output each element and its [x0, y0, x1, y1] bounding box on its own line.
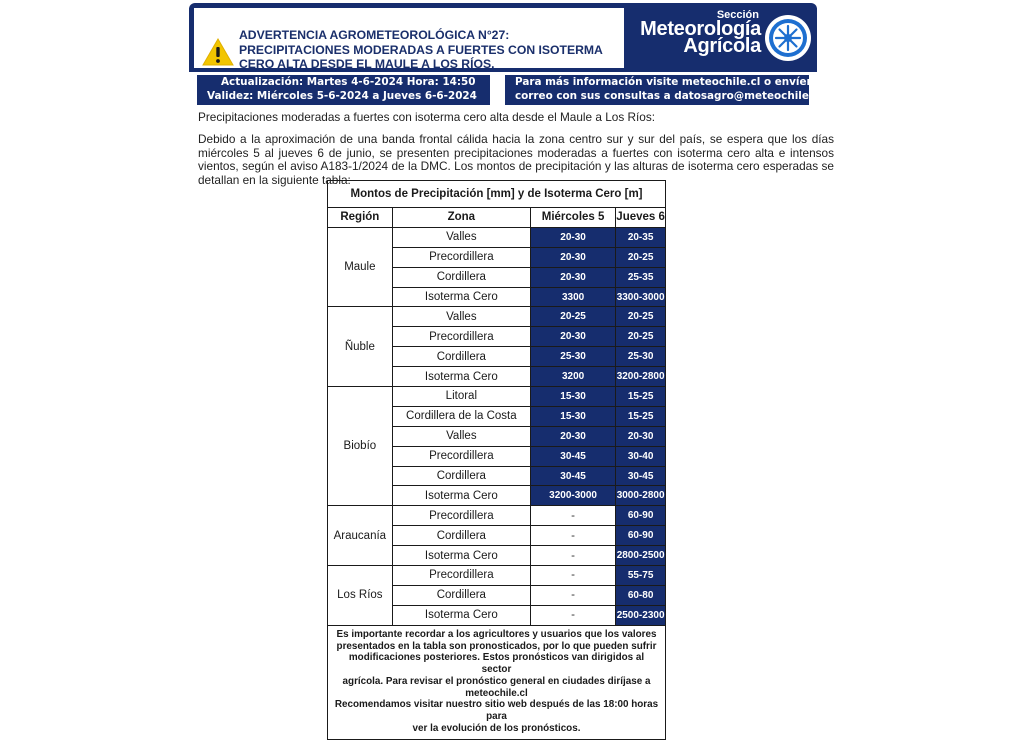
header-banner [189, 3, 817, 72]
thursday-value-cell: 60-80 [616, 585, 666, 605]
thursday-value-cell: 15-25 [616, 387, 666, 407]
wednesday-value-cell: 3200-3000 [530, 486, 615, 506]
page-title: ADVERTENCIA AGROMETEOROLÓGICA N°27: PRECIPITACIONES MODERADAS A FUERTES CON ISOTERMA CERO ALTA DESDE EL MAULE A LOS RÍOS. [239, 28, 603, 71]
table-row [328, 506, 666, 526]
zone-cell: Isoterma Cero [392, 605, 530, 625]
table-row [328, 387, 666, 407]
wednesday-value-cell: - [530, 585, 615, 605]
zone-cell: Cordillera de la Costa [392, 406, 530, 426]
wednesday-value-cell: - [530, 526, 615, 546]
brand-name [629, 18, 761, 57]
wednesday-value-cell: 20-25 [530, 307, 615, 327]
thursday-value-cell: 3000-2800 [616, 486, 666, 506]
zone-cell: Precordillera [392, 247, 530, 267]
dmc-seal-icon [763, 13, 813, 63]
thursday-value-cell: 3200-2800 [616, 367, 666, 387]
thursday-value-cell: 20-30 [616, 426, 666, 446]
thursday-value-cell: 60-90 [616, 506, 666, 526]
header-zone: Zona [392, 208, 530, 228]
footnote-line: presentados en la tabla son pronosticados, por lo que pueden sufrir [336, 640, 657, 652]
thursday-value-cell: 2500-2300 [616, 605, 666, 625]
thursday-value-cell: 25-30 [616, 347, 666, 367]
wednesday-value-cell: - [530, 506, 615, 526]
zone-cell: Cordillera [392, 526, 530, 546]
wednesday-value-cell: 20-30 [530, 426, 615, 446]
footnote-line: Recomendamos visitar nuestro sitio web después de las 18:00 horas para [334, 699, 659, 723]
table-row [328, 566, 666, 586]
wednesday-value-cell: 30-45 [530, 446, 615, 466]
region-cell: Ñuble [328, 307, 393, 387]
zone-cell: Isoterma Cero [392, 486, 530, 506]
thursday-value-cell: 2800-2500 [616, 546, 666, 566]
thursday-value-cell: 15-25 [616, 406, 666, 426]
footnote-line: ver la evolución de los pronósticos. [412, 723, 581, 735]
zone-cell: Precordillera [392, 446, 530, 466]
region-cell: Biobío [328, 387, 393, 506]
contact-line-2: correo con sus consultas a datosagro@meteochile.gob.cl [515, 90, 849, 102]
thursday-value-cell: 20-35 [616, 227, 666, 247]
contact-line-1: Para más información visite meteochile.cl o envíenos un [515, 76, 846, 88]
footnote-line: Es importante recordar a los agricultores y usuarios que los valores [336, 628, 657, 640]
table-body [328, 227, 666, 625]
forecast-table-wrapper [327, 180, 666, 740]
zone-cell: Cordillera [392, 466, 530, 486]
header-wednesday: Miércoles 5 [530, 208, 615, 228]
intro-heading: Precipitaciones moderadas a fuertes con isoterma cero alta desde el Maule a Los Ríos: [198, 110, 656, 124]
wednesday-value-cell: 20-30 [530, 327, 615, 347]
update-text: Actualización: Martes 4-6-2024 Hora: 14:50 [221, 76, 476, 88]
zone-cell: Valles [392, 426, 530, 446]
wednesday-value-cell: 3200 [530, 367, 615, 387]
validity-text: Validez: Miércoles 5-6-2024 a Jueves 6-6-2024 [207, 90, 477, 102]
table-caption: Montos de Precipitación [mm] y de Isoterma Cero [m] [328, 181, 666, 208]
zone-cell: Cordillera [392, 267, 530, 287]
zone-cell: Precordillera [392, 327, 530, 347]
wednesday-value-cell: - [530, 605, 615, 625]
wednesday-value-cell: 25-30 [530, 347, 615, 367]
warning-icon [202, 38, 234, 66]
thursday-value-cell: 60-90 [616, 526, 666, 546]
region-cell: Los Ríos [328, 566, 393, 626]
intro-paragraph: Debido a la aproximación de una banda frontal cálida hacia la zona centro sur y sur del país, se espera que los días miércoles 5 al jueves 6 de junio, se presenten precipitaciones moderadas a fuertes con isoterma cero alta e intensos vientos, según el aviso A183-1/2024 de la DMC. Los montos de precipitación y las alturas de isoterma cero esperadas se detallan en la siguiente tabla: [198, 132, 834, 187]
thursday-value-cell: 20-25 [616, 327, 666, 347]
header-region: Región [328, 208, 393, 228]
brand-line-2: Agrícola [683, 35, 761, 57]
region-cell: Maule [328, 227, 393, 307]
wednesday-value-cell: 3300 [530, 287, 615, 307]
footnote-line: agrícola. Para revisar el pronóstico general en ciudades diríjase a [342, 675, 651, 687]
forecast-table [327, 180, 666, 740]
wednesday-value-cell: 15-30 [530, 406, 615, 426]
zone-cell: Isoterma Cero [392, 546, 530, 566]
zone-cell: Isoterma Cero [392, 287, 530, 307]
thursday-value-cell: 30-45 [616, 466, 666, 486]
wednesday-value-cell: 20-30 [530, 227, 615, 247]
wednesday-value-cell: 30-45 [530, 466, 615, 486]
zone-cell: Litoral [392, 387, 530, 407]
thursday-value-cell: 55-75 [616, 566, 666, 586]
thursday-value-cell: 20-25 [616, 247, 666, 267]
wednesday-value-cell: 20-30 [530, 267, 615, 287]
contact-info-box [505, 75, 849, 105]
header-thursday: Jueves 6 [616, 208, 666, 228]
update-info-box [197, 75, 490, 105]
table-row [328, 307, 666, 327]
thursday-value-cell: 3300-3000 [616, 287, 666, 307]
zone-cell: Valles [392, 307, 530, 327]
zone-cell: Isoterma Cero [392, 367, 530, 387]
brand-line-1: Meteorología [640, 18, 761, 40]
wednesday-value-cell: 20-30 [530, 247, 615, 267]
header-title-box [194, 8, 624, 71]
wednesday-value-cell: - [530, 546, 615, 566]
thursday-value-cell: 25-35 [616, 267, 666, 287]
thursday-value-cell: 20-25 [616, 307, 666, 327]
zone-cell: Valles [392, 227, 530, 247]
thursday-value-cell: 30-40 [616, 446, 666, 466]
table-row [328, 227, 666, 247]
zone-cell: Cordillera [392, 585, 530, 605]
wednesday-value-cell: - [530, 566, 615, 586]
footnote-line: meteochile.cl [465, 687, 528, 699]
zone-cell: Precordillera [392, 566, 530, 586]
region-cell: Araucanía [328, 506, 393, 566]
brand-section-label: Sección [716, 9, 759, 21]
zone-cell: Cordillera [392, 347, 530, 367]
wednesday-value-cell: 15-30 [530, 387, 615, 407]
zone-cell: Precordillera [392, 506, 530, 526]
table-footnote [328, 625, 666, 739]
footnote-line: modificaciones posteriores. Estos pronósticos van dirigidos al sector [348, 652, 645, 676]
